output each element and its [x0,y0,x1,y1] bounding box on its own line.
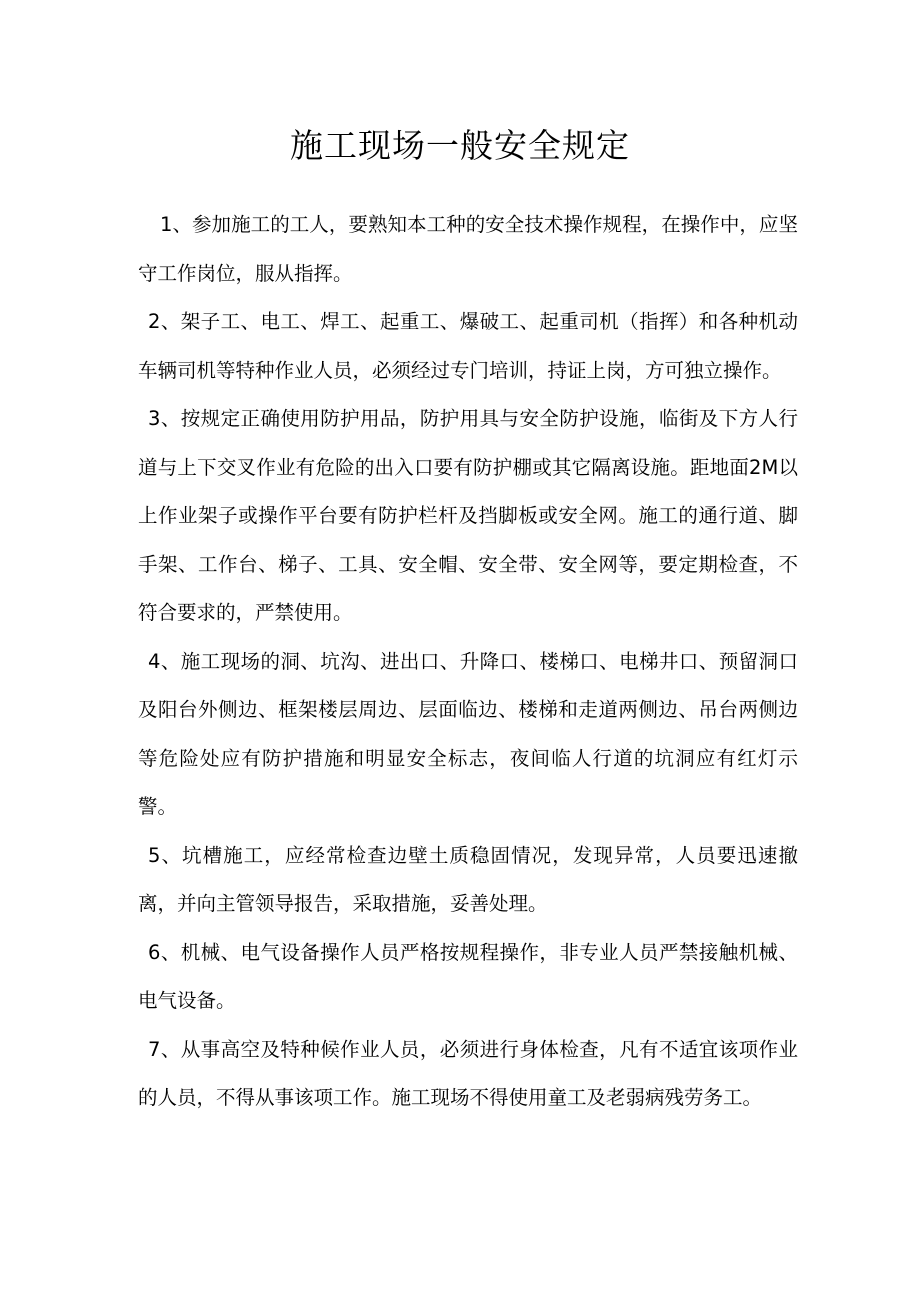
rule-paragraph-1: 1、参加施工的工人，要熟知本工种的安全技术操作规程，在操作中，应坚守工作岗位，服从指挥。 [138,213,798,285]
rule-paragraph-5: 5、坑槽施工，应经常检查边壁土质稳固情况，发现异常，人员要迅速撤离，并向主管领导报告，采取措施，妥善处理。 [138,843,798,915]
rule-paragraph-6: 6、机械、电气设备操作人员严格按规程操作，非专业人员严禁接触机械、电气设备。 [138,940,798,1012]
document-title: 施工现场一般安全规定 [290,126,630,165]
rule-paragraph-3: 3、按规定正确使用防护用品，防护用具与安全防护设施，临街及下方人行道与上下交叉作业有危险的出入口要有防护棚或其它隔离设施。距地面2M以上作业架子或操作平台要有防护栏杆及挡脚板或安全网。施工的通行道、脚手架、工作台、梯子、工具、安全帽、安全带、安全网等，要定期检查，不符合要求的，严禁使用。 [138,407,798,624]
document-body [138,201,798,1123]
rule-paragraph-2: 2、架子工、电工、焊工、起重工、爆破工、起重司机（指挥）和各种机动车辆司机等特种作业人员，必须经过专门培训，持证上岗，方可独立操作。 [138,310,798,382]
rule-paragraph-4: 4、施工现场的洞、坑沟、进出口、升降口、楼梯口、电梯井口、预留洞口及阳台外侧边、框架楼层周边、层面临边、楼梯和走道两侧边、吊台两侧边等危险处应有防护措施和明显安全标志，夜间临人行道的坑洞应有红灯示警。 [138,649,798,818]
rule-paragraph-7: 7、从事高空及特种候作业人员，必须进行身体检查，凡有不适宜该项作业的人员，不得从事该项工作。施工现场不得使用童工及老弱病残劳务工。 [138,1037,798,1109]
